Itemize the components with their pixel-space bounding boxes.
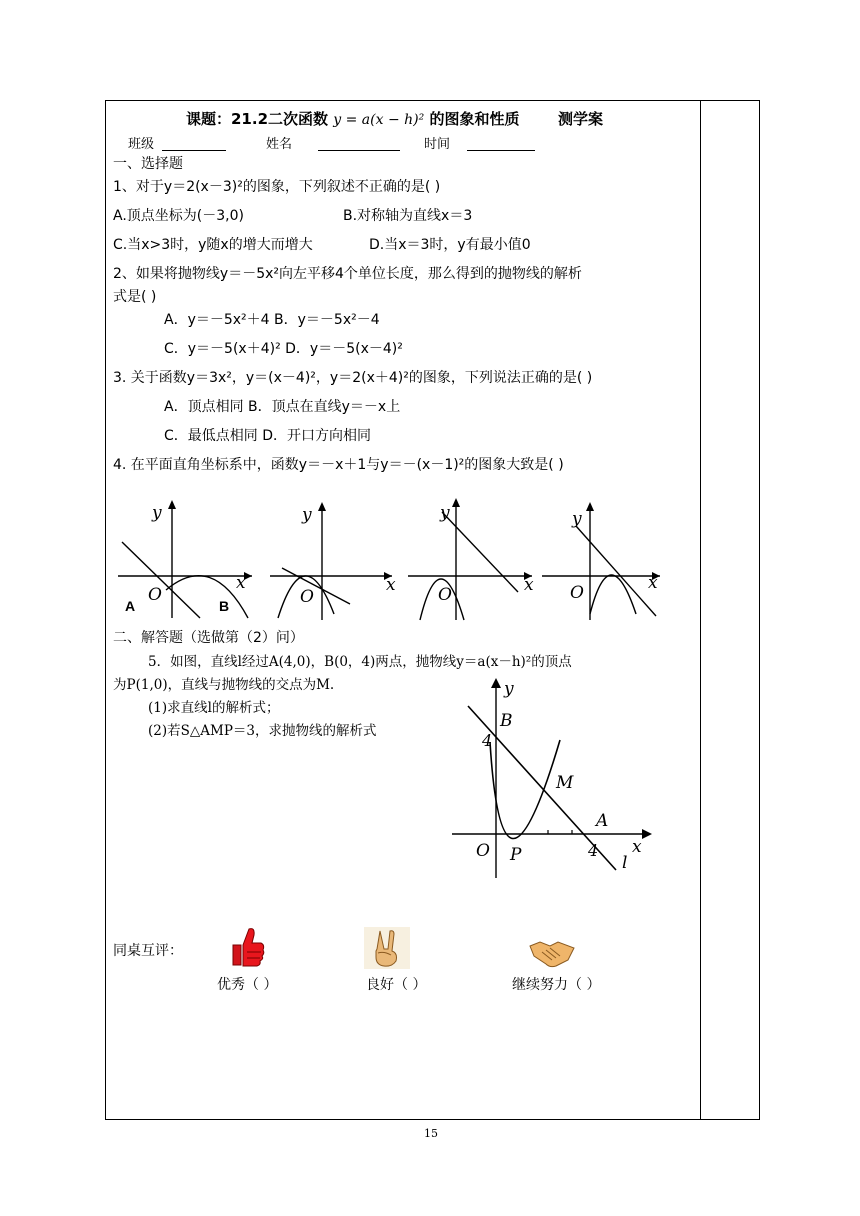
graph-b-origin: O bbox=[300, 587, 314, 607]
q3-options-cd: C．最低点相同 D．开口方向相同 bbox=[164, 428, 372, 444]
fig-label-l: l bbox=[622, 853, 628, 873]
q2-stem-line2: 式是( ) bbox=[113, 289, 157, 305]
fig-label-p: P bbox=[510, 845, 522, 865]
q4-graph-c bbox=[404, 496, 544, 625]
q2-options-cd: C．y＝－5(x＋4)² D．y＝－5(x－4)² bbox=[164, 341, 403, 357]
fig-label-b: B bbox=[500, 711, 513, 731]
class-blank bbox=[162, 150, 226, 151]
q1-stem: 1、对于y＝2(x－3)²的图象，下列叙述不正确的是( ) bbox=[113, 179, 441, 195]
q1-option-b: B.对称轴为直线x＝3 bbox=[343, 208, 473, 224]
q3-stem: 3. 关于函数y＝3x²，y＝(x－4)²，y＝2(x＋4)²的图象，下列说法正确的是( ) bbox=[113, 370, 593, 386]
graph-a-x-label: x bbox=[236, 573, 246, 593]
q5-part1: (1)求直线l的解析式； bbox=[148, 700, 280, 716]
name-blank bbox=[318, 150, 400, 151]
fig-label-o: O bbox=[476, 841, 490, 861]
q5-line1: 5．如图，直线l经过A(4,0)，B(0，4)两点，抛物线y＝a(x－h)²的顶点 bbox=[148, 654, 572, 670]
q1-option-d: D.当x＝3时，y有最小值0 bbox=[369, 237, 531, 253]
page-title bbox=[186, 108, 603, 129]
graph-c-y-label: y bbox=[440, 503, 450, 523]
name-label: 姓名 bbox=[266, 137, 293, 152]
title-formula: y = a(x − h)² bbox=[333, 112, 425, 128]
q5-part2: (2)若S△AMP＝3，求抛物线的解析式 bbox=[148, 723, 377, 739]
side-column-divider bbox=[700, 100, 701, 1120]
graph-d-x-label: x bbox=[648, 573, 658, 593]
time-blank bbox=[467, 150, 535, 151]
fig-label-x: x bbox=[632, 837, 642, 857]
section1-heading: 一、选择题 bbox=[113, 156, 183, 172]
page-number: 15 bbox=[424, 1127, 438, 1140]
fig-label-a: A bbox=[596, 811, 609, 831]
review-label: 同桌互评： bbox=[113, 943, 183, 959]
review-keep-going: 继续努力（ ） bbox=[512, 977, 601, 993]
q4-graph-b bbox=[268, 496, 408, 625]
review-good: 良好（ ） bbox=[366, 977, 427, 993]
graph-d-origin: O bbox=[570, 583, 584, 603]
graph-b-x-label: x bbox=[386, 575, 396, 595]
title-suffix: 的图象和性质 bbox=[429, 110, 520, 128]
q4-graph-a bbox=[116, 496, 256, 625]
q2-stem-line1: 2、如果将抛物线y＝－5x²向左平移4个单位长度，那么得到的抛物线的解析 bbox=[113, 266, 582, 282]
thumbs-up-icon[interactable] bbox=[227, 925, 267, 973]
fig-label-m: M bbox=[556, 773, 574, 793]
review-excellent: 优秀（ ） bbox=[217, 977, 278, 993]
graph-b-label: B bbox=[219, 598, 230, 614]
q5-figure bbox=[448, 670, 658, 884]
q5-line2: 为P(1,0)，直线与抛物线的交点为M. bbox=[113, 677, 335, 693]
section2-heading: 二、解答题（选做第（2）问） bbox=[113, 630, 304, 646]
victory-hand-icon[interactable] bbox=[364, 927, 410, 973]
graph-a-y-label: y bbox=[152, 503, 162, 523]
title-prefix: 课题：21.2二次函数 bbox=[186, 110, 329, 128]
time-label: 时间 bbox=[424, 137, 451, 152]
graph-b-y-label: y bbox=[302, 505, 312, 525]
q4-graph-d bbox=[540, 496, 680, 625]
fig-label-4x: 4 bbox=[588, 841, 599, 860]
graph-a-label: A bbox=[125, 598, 136, 614]
graph-d-y-label: y bbox=[572, 509, 582, 529]
q1-option-a: A.顶点坐标为(－3,0) bbox=[113, 208, 244, 224]
q3-options-ab: A．顶点相同 B．顶点在直线y＝－x上 bbox=[164, 399, 401, 415]
q1-option-c: C.当x>3时，y随x的增大而增大 bbox=[113, 237, 313, 253]
fig-label-y: y bbox=[504, 679, 514, 699]
graph-c-x-label: x bbox=[524, 575, 534, 595]
graph-c-origin: O bbox=[438, 585, 452, 605]
title-tag: 测学案 bbox=[557, 110, 603, 128]
handshake-icon[interactable] bbox=[528, 934, 576, 974]
fig-label-4y: 4 bbox=[482, 731, 493, 750]
q4-stem: 4. 在平面直角坐标系中，函数y＝－x＋1与y＝－(x－1)²的图象大致是( ) bbox=[113, 457, 564, 473]
q2-options-ab: A．y＝－5x²＋4 B．y＝－5x²－4 bbox=[164, 312, 380, 328]
graph-a-origin: O bbox=[148, 585, 162, 605]
class-label: 班级 bbox=[128, 137, 155, 152]
